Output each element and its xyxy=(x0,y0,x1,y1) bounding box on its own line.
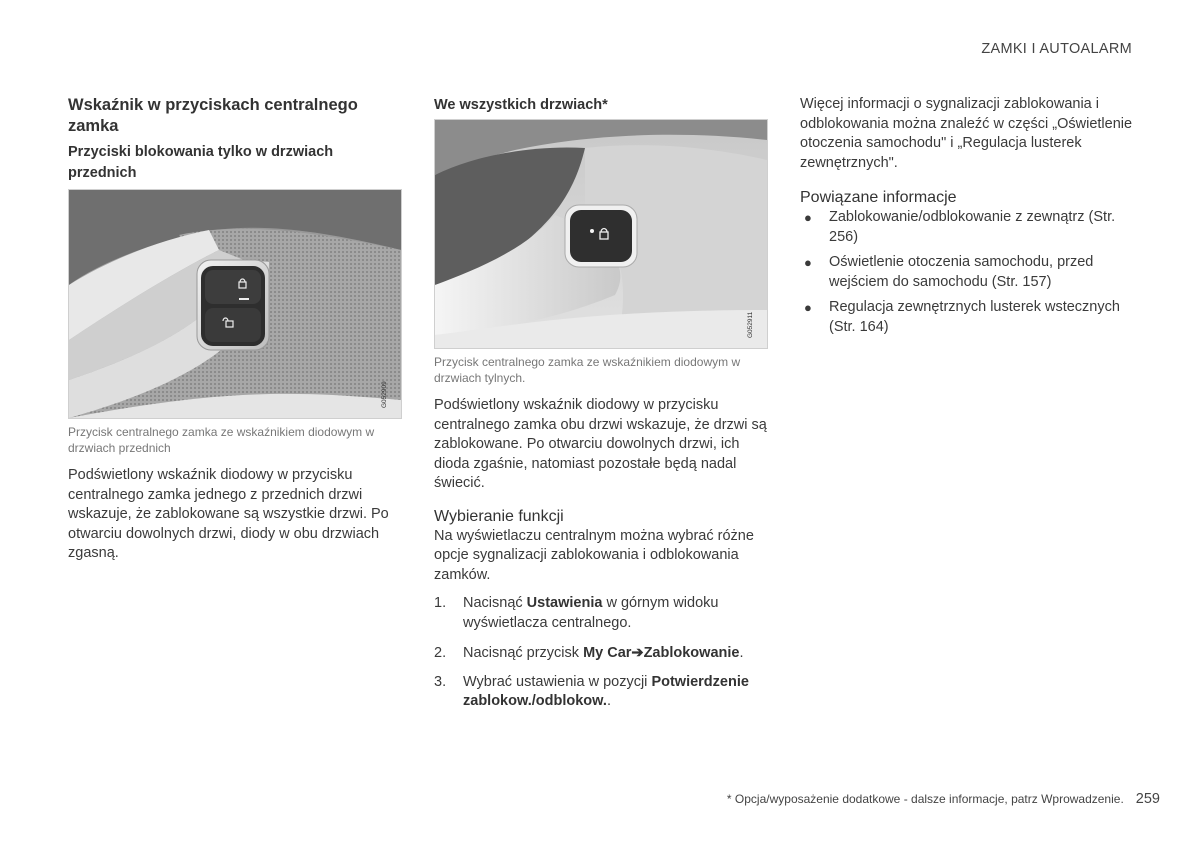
section-header: ZAMKI I AUTOALARM xyxy=(981,41,1132,57)
image-caption: Przycisk centralnego zamka ze wskaźnikiem diodowym w drzwiach tylnych. xyxy=(434,355,741,385)
related-list xyxy=(800,208,1134,337)
steps-list xyxy=(434,594,768,712)
section-title: Wskaźnik w przyciskach centralnego zamka xyxy=(68,96,358,135)
step-text: . xyxy=(739,645,744,661)
related-item[interactable] xyxy=(800,208,1134,247)
step-text: . xyxy=(606,693,611,709)
step-number: 3. xyxy=(434,673,447,690)
related-title: Powiązane informacje xyxy=(800,189,957,206)
subsection-title-front: Przyciski blokowania tylko w drzwiach przednich xyxy=(68,144,334,181)
page-footer xyxy=(727,791,1160,807)
image-code: G052911 xyxy=(747,311,754,338)
related-item[interactable] xyxy=(800,253,1134,292)
step-number: 1. xyxy=(434,595,447,611)
subsection-title-all-doors: We wszystkich drzwiach* xyxy=(434,97,608,113)
bullet-icon: ● xyxy=(804,255,812,270)
step-text: Nacisnąć przycisk xyxy=(463,645,584,661)
body-paragraph: Podświetlony wskaźnik diodowy w przycisku centralnego zamka jednego z przednich drzwi wskazuje, że zablokowane są wszystkie drzwi. Po otwarciu dowolnych drzwi, diody w obu drzwiach zgasną. xyxy=(68,467,389,561)
front-door-illustration xyxy=(69,190,401,418)
page-number: 259 xyxy=(1135,791,1160,807)
footnote: * Opcja/wyposażenie dodatkowe - dalsze informacje, patrz Wprowadzenie. xyxy=(726,792,1124,806)
menu-label-settings: Ustawienia xyxy=(526,595,603,611)
step-text: w górnym widoku wyświetlacza centralnego. xyxy=(463,595,719,631)
menu-label-locking: Zablokowanie xyxy=(643,645,740,661)
front-door-lock-photo xyxy=(68,189,402,419)
image-caption: Przycisk centralnego zamka ze wskaźnikiem diodowym w drzwiach przednich xyxy=(68,425,375,455)
function-title: Wybieranie funkcji xyxy=(434,507,564,525)
step-item xyxy=(434,673,768,712)
step-number: 2. xyxy=(434,645,447,661)
menu-label-confirmation: Potwierdzenie zablokow./odblokow. xyxy=(463,673,749,709)
related-link[interactable]: Zablokowanie/odblokowanie z zewnątrz (Str. 256) xyxy=(829,209,1116,245)
column-front-doors xyxy=(68,95,402,564)
column-related xyxy=(800,95,1134,337)
rear-door-illustration xyxy=(435,120,767,348)
bullet-icon: ● xyxy=(804,300,812,315)
step-item xyxy=(434,644,768,664)
image-code: G052909 xyxy=(381,381,388,408)
menu-label-my-car: My Car xyxy=(583,645,632,661)
step-item xyxy=(434,594,768,633)
related-link[interactable]: Regulacja zewnętrznych lusterek wstecznych (Str. 164) xyxy=(829,299,1120,335)
bullet-icon: ● xyxy=(804,210,812,225)
related-item[interactable] xyxy=(800,298,1134,337)
function-intro: Na wyświetlaczu centralnym można wybrać różne opcje sygnalizacji zablokowania i odblokowania zamków. xyxy=(434,527,754,583)
column-all-doors xyxy=(434,95,768,712)
body-paragraph: Podświetlony wskaźnik diodowy w przycisku centralnego zamka obu drzwi wskazuje, że drzwi są zablokowane. Po otwarciu dowolnych drzwi, ich dioda zgaśnie, natomiast pozostałe będą nadal świecić. xyxy=(434,397,767,491)
arrow-right-icon: ➔ xyxy=(631,645,644,661)
related-link[interactable]: Oświetlenie otoczenia samochodu, przed wejściem do samochodu (Str. 157) xyxy=(829,254,1094,290)
rear-door-lock-photo xyxy=(434,119,768,349)
step-text: Wybrać ustawienia w pozycji xyxy=(463,673,652,690)
step-text: Nacisnąć xyxy=(463,595,527,611)
intro-paragraph: Więcej informacji o sygnalizacji zablokowania i odblokowania można znaleźć w części „Oświetlenie otoczenia samochodu" i „Regulacja lusterek zewnętrznych". xyxy=(800,96,1133,171)
